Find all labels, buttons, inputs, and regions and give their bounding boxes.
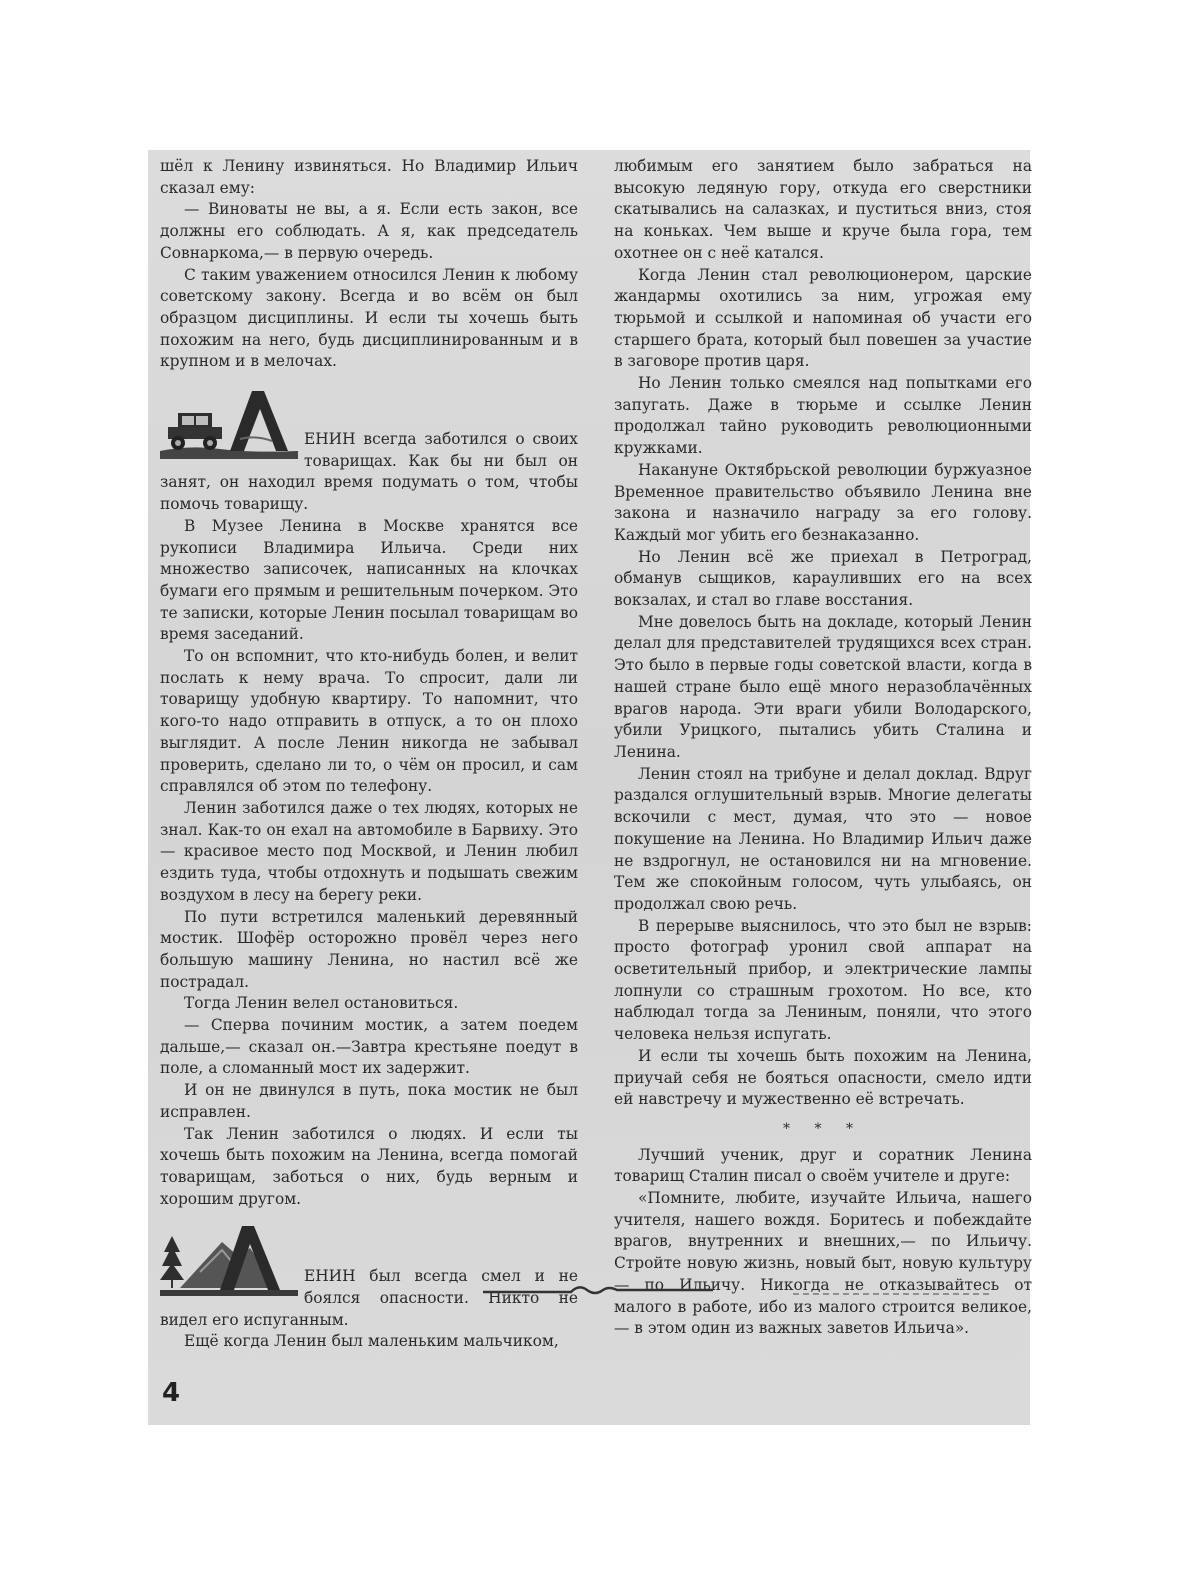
paragraph: С таким уважением относился Ленин к любому советскому закону. Всегда и во всём он был образцом дисциплины. И если ты хочешь быть похожим на него, будь дисциплинированным и в крупном и в мелочах. [160,265,578,371]
paragraph: Так Ленин заботился о людях. И если ты хочешь быть похожим на Ленина, всегда помогай товарищам, заботься о них, будь верным и хорошим другом. [160,1124,578,1208]
drop-cap-text: ЕНИН всегда заботился о своих товарищах. Как бы ни был он занят, он находил время подумать о том, чтобы помочь товарищу. [160,430,578,514]
dashed-rule [793,1292,993,1296]
paragraph: Ещё когда Ленин был маленьким мальчиком, [184,1332,559,1351]
section-separator: * * * [783,1120,863,1137]
paragraph: любимым его занятием было забраться на высокую ледяную гору, откуда его сверстники скатывались на салазках, и пуститься вниз, стоя на коньках. Чем выше и круче была гора, тем охотнее он с неё катался. [614,157,1032,262]
drop-cap-section [160,385,578,516]
paragraph: Но Ленин только смеялся над попытками его запугать. Даже в тюрьме и ссылке Ленин продолжал тайно руководить революционными кружками. [614,374,1032,458]
paragraph: Когда Ленин стал революционером, царские жандармы охотились за ним, угрожая ему тюрьмой и ссылкой и напоминая об участи его старшего брата, который был повешен за участие в заговоре против царя. [614,265,1032,371]
paragraph: В Музее Ленина в Москве хранятся все рукописи Владимира Ильича. Среди них множество записочек, написанных на клочках бумаги его прямым и решительным почерком. Это те записки, которые Ленин посылал товарищам во время заседаний. [160,516,578,644]
paragraph: Тогда Ленин велел остановиться. [184,994,459,1013]
paragraph: шёл к Ленину извиняться. Но Владимир Ильич сказал ему: [160,157,578,197]
mountain-illustration-drop-cap [160,1222,298,1296]
paragraph: И если ты хочешь быть похожим на Ленина, приучай себя не бояться опасности, смело идти ей навстречу и мужественно её встречать. [614,1046,1032,1109]
car-illustration-drop-cap [160,385,298,459]
paragraph: То он вспомнит, что кто-нибудь болен, и велит послать к нему врача. То спросит, дали ли товарищу удобную квартиру. То напомнит, что кого-то надо отправить в отпуск, а то он плохо выглядит. А после Ленин никогда не забывал проверить, сделано ли то, о чём он просил, и сам справлялся об этом по телефону. [160,647,578,796]
paragraph: Но Ленин всё же приехал в Петроград, обманув сыщиков, карауливших его на всех вокзалах, и стал во главе восстания. [614,547,1032,610]
paragraph: — Сперва починим мостик, а затем поедем дальше,— сказал он.—Завтра крестьяне поедут в поле, а сломанный мост их задержит. [160,1016,578,1078]
paragraph: И он не двинулся в путь, пока мостик не был исправлен. [160,1081,578,1121]
left-column [160,156,578,1353]
ornament-divider [483,1280,713,1300]
paragraph: По пути встретился маленький деревянный мостик. Шофёр осторожно провёл через него большую машину Ленина, но настил всё же пострадал. [160,907,578,991]
right-column [614,156,1032,1340]
paragraph: Мне довелось быть на докладе, который Ленин делал для представителей трудящихся всех стран. Это было в первые годы советской власти, когда в нашей стране было ещё много неразоблачённых врагов народа. Эти враги убили Володарского, убили Урицкого, пытались убить Сталина и Ленина. [614,612,1032,761]
page-number: 4 [162,1378,181,1408]
drop-cap-text: ЕНИН был всегда смел и не боялся опасности. Никто не видел его испуганным. [160,1267,578,1329]
paragraph: Накануне Октябрьской революции буржуазное Временное правительство объявило Ленина вне закона и назначило награду за его голову. Каждый мог убить его безнаказанно. [614,460,1032,544]
paragraph: Ленин стоял на трибуне и делал доклад. Вдруг раздался оглушительный взрыв. Многие делегаты вскочили с мест, думая, что это — новое покушение на Ленина. Но Владимир Ильич даже не вздрогнул, не остановился ни на мгновение. Тем же спокойным голосом, чуть улыбаясь, он продолжал свою речь. [614,764,1032,913]
paragraph: Ленин заботился даже о тех людях, которых не знал. Как-то он ехал на автомобиле в Барвиху. Это — красивое место под Москвой, и Ленин любил ездить туда, чтобы отдохнуть и подышать свежим воздухом в лесу на берегу реки. [160,798,578,904]
book-page [148,150,1030,1425]
paragraph: — Виноваты не вы, а я. Если есть закон, все должны его соблюдать. А я, как председатель Совнаркома,— в первую очередь. [160,200,578,262]
quote-paragraph: «Помните, любите, изучайте Ильича, нашего учителя, нашего вождя. Боритесь и побеждайте врагов, внутренних и внешних,— по Ильичу. Стройте новую жизнь, новый быт, новую культуру — по Ильичу. Никогда не отказывайтесь от малого в работе, ибо из малого строится великое,— в этом один из важных заветов Ильича». [614,1189,1032,1338]
paragraph: Лучший ученик, друг и соратник Ленина товарищ Сталин писал о своём учителе и друге: [614,1145,1032,1186]
paragraph: В перерыве выяснилось, что это был не взрыв: просто фотограф уронил свой аппарат на осветительный прибор, и электрические лампы лопнули со страшным грохотом. Но все, кто наблюдал тогда за Лениным, поняли, что этого человека нельзя испугать. [614,916,1032,1044]
drop-cap-section [160,1222,578,1331]
